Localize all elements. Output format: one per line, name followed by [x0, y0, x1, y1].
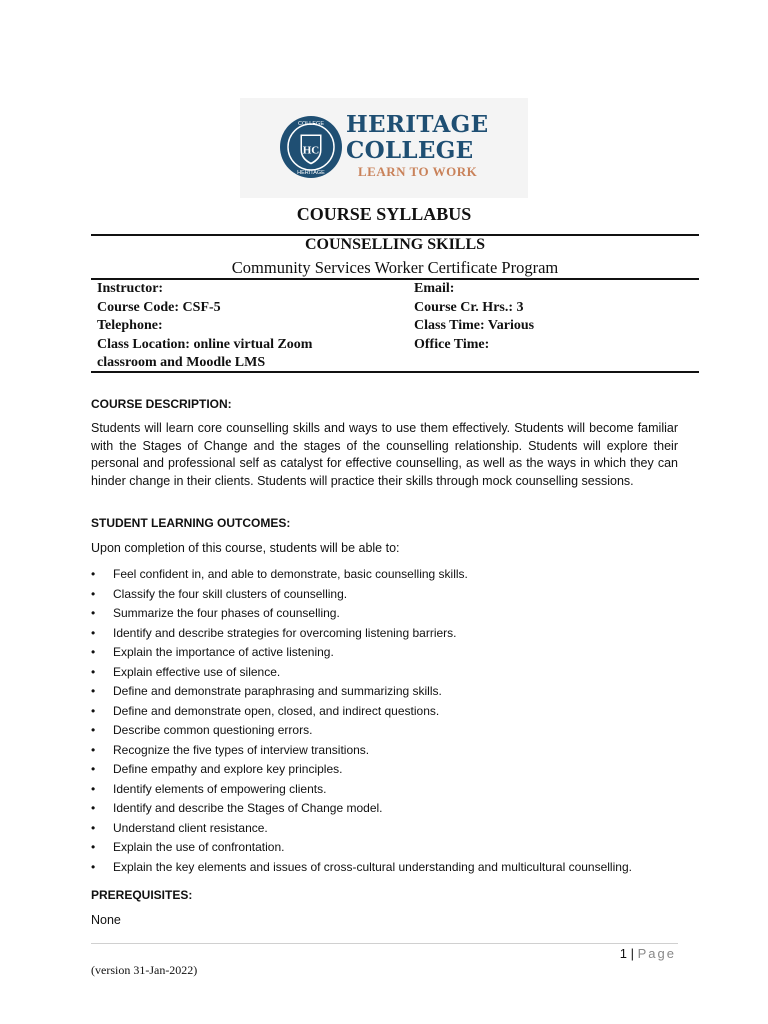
- list-item: • Identify and describe the Stages of Change model.: [91, 799, 632, 819]
- list-item: • Explain the importance of active listening.: [91, 643, 632, 663]
- bullet-icon: •: [91, 762, 96, 776]
- bullet-icon: •: [91, 684, 96, 698]
- svg-text:HERITAGE: HERITAGE: [297, 170, 325, 176]
- list-item: • Explain effective use of silence.: [91, 663, 632, 683]
- bullet-icon: •: [91, 703, 96, 718]
- bullet-icon: •: [91, 645, 96, 659]
- version-note: (version 31-Jan-2022): [91, 963, 198, 977]
- info-left-column: [97, 280, 312, 373]
- page-number-value: 1: [619, 946, 627, 961]
- course-name: COUNSELLING SKILLS: [304, 236, 486, 253]
- list-item: • Summarize the four phases of counselling.: [91, 604, 632, 624]
- bullet-icon: •: [91, 840, 96, 854]
- outcomes-intro: Upon completion of this course, students will be able to:: [91, 541, 400, 555]
- prerequisites-heading: PREREQUISITES:: [91, 888, 193, 902]
- list-item: • Define empathy and explore key principles.: [91, 760, 632, 780]
- prerequisites-text: None: [91, 913, 121, 927]
- list-item: • Identify and describe strategies for overcoming listening barriers.: [91, 624, 632, 644]
- bullet-icon: •: [91, 820, 96, 835]
- bullet-icon: •: [91, 723, 96, 737]
- list-item: • Explain the use of confrontation.: [91, 838, 632, 858]
- svg-text:HC: HC: [302, 144, 320, 157]
- class-location-field: Class Location: online virtual Zoom classroom and Moodle LMS: [97, 336, 313, 370]
- page-separator: |: [630, 946, 634, 961]
- list-item: • Define and demonstrate open, closed, and indirect questions.: [91, 702, 632, 722]
- description-heading: COURSE DESCRIPTION:: [91, 397, 232, 411]
- logo-line-2: COLLEGE: [346, 137, 474, 164]
- bullet-icon: •: [91, 781, 96, 796]
- bullet-icon: •: [91, 567, 96, 581]
- bullet-icon: •: [91, 606, 96, 620]
- page-number: [620, 946, 676, 961]
- list-item: • Understand client resistance.: [91, 819, 632, 839]
- class-time-field: Class Time: Various: [414, 318, 535, 333]
- logo-line-1: HERITAGE: [346, 111, 489, 138]
- page-word: Page: [637, 946, 676, 961]
- list-item: • Define and demonstrate paraphrasing and summarizing skills.: [91, 682, 632, 702]
- list-item: • Describe common questioning errors.: [91, 721, 632, 741]
- divider-info-bottom: [91, 371, 699, 373]
- document-title: COURSE SYLLABUS: [296, 204, 472, 224]
- email-field: Email:: [414, 281, 455, 296]
- bullet-icon: •: [91, 664, 96, 679]
- instructor-field: Instructor:: [97, 281, 164, 296]
- bullet-icon: •: [91, 625, 96, 640]
- footer-divider: [91, 943, 678, 944]
- description-text: Students will learn core counselling skills and ways to use them effectively. Students will become familiar with the Stages of Change and the stages of the counselling relationship. Students will explore their personal and professional self as catalyst for effective counselling, as well as the ways in which they can hinder change in their clients. Students will practice their skills through mock counselling sessions.: [91, 421, 678, 488]
- list-item: • Explain the key elements and issues of cross-cultural understanding and multicultural counselling.: [91, 858, 632, 878]
- list-item: • Classify the four skill clusters of counselling.: [91, 585, 632, 605]
- bullet-icon: •: [91, 801, 96, 815]
- credit-hours-field: Course Cr. Hrs.: 3: [414, 299, 524, 315]
- info-right-column: [414, 280, 534, 354]
- outcomes-heading: STUDENT LEARNING OUTCOMES:: [91, 516, 291, 530]
- list-item: • Recognize the five types of interview transitions.: [91, 741, 632, 761]
- office-time-field: Office Time:: [414, 336, 490, 352]
- telephone-field: Telephone:: [97, 318, 163, 333]
- bullet-icon: •: [91, 859, 96, 874]
- outcomes-list: [91, 565, 632, 877]
- college-seal-icon: [278, 114, 344, 180]
- svg-text:COLLEGE: COLLEGE: [298, 121, 324, 127]
- course-code-field: Course Code: CSF-5: [97, 299, 221, 315]
- logo-tagline: LEARN TO WORK: [358, 164, 478, 179]
- list-item: • Feel confident in, and able to demonstrate, basic counselling skills.: [91, 565, 632, 585]
- program-name: Community Services Worker Certificate Program: [231, 258, 559, 277]
- bullet-icon: •: [91, 586, 96, 601]
- bullet-icon: •: [91, 742, 96, 757]
- list-item: • Identify elements of empowering clients.: [91, 780, 632, 800]
- college-logo: [240, 98, 528, 198]
